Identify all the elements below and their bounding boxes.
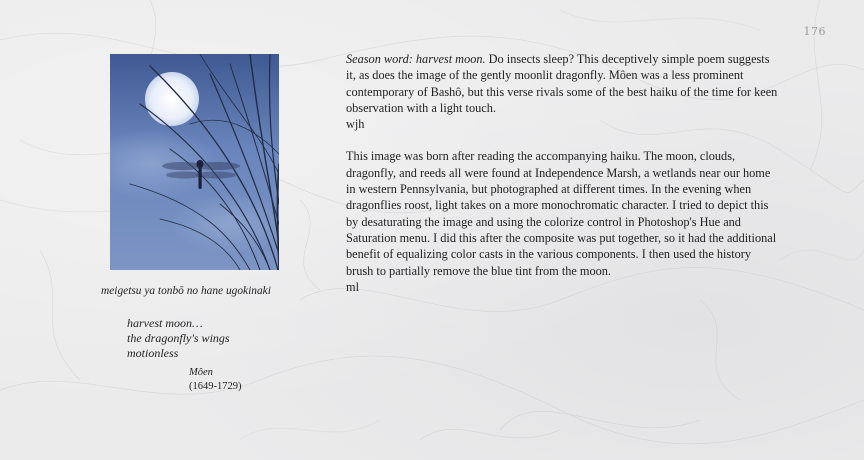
commentary-column — [346, 51, 778, 295]
commentary-text: Do insects sleep? This deceptively simple poem suggests it, as does the image of the gently moonlit dragonfly. Môen was a less prominent contemporary of Bashô, but this verse rivals some of the best haiku of the time for keen observation with a light touch. — [346, 52, 778, 115]
season-word: Season word: harvest moon. — [346, 52, 486, 66]
author-name: Môen — [189, 367, 213, 378]
haiku-line: harvest moon… — [127, 316, 203, 330]
haiku-line: the dragonfly's wings — [127, 331, 230, 345]
haiku-translation — [127, 316, 230, 361]
page-number: 176 — [803, 25, 826, 38]
artist-note-signature: ml — [346, 279, 359, 294]
dragonfly-moon-photo — [110, 54, 279, 270]
commentary-signature: wjh — [346, 117, 365, 132]
moon-icon — [145, 72, 199, 126]
commentary-paragraph — [346, 51, 778, 116]
author-dates: (1649-1729) — [189, 381, 242, 392]
haiku-line: motionless — [127, 346, 179, 360]
artist-note-paragraph: This image was born after reading the accompanying haiku. The moon, clouds, dragonfly, and reeds all were found at Independence Marsh, a wetlands near our home in western Pennsylvania, but photographed at different times. In the evening when dragonflies roost, light takes on a more monochromatic character. I tried to depict this by desaturating the image and using the colorize control in Photoshop's Hue and Saturation menu. I did this after the composite was put together, so it had the additional benefit of equalizing color casts in the various components. I then used the history brush to partially remove the blue tint from the moon. — [346, 149, 777, 278]
haiku-author — [189, 366, 242, 394]
haiku-romaji: meigetsu ya tonbō no hane ugokinaki — [101, 285, 271, 297]
